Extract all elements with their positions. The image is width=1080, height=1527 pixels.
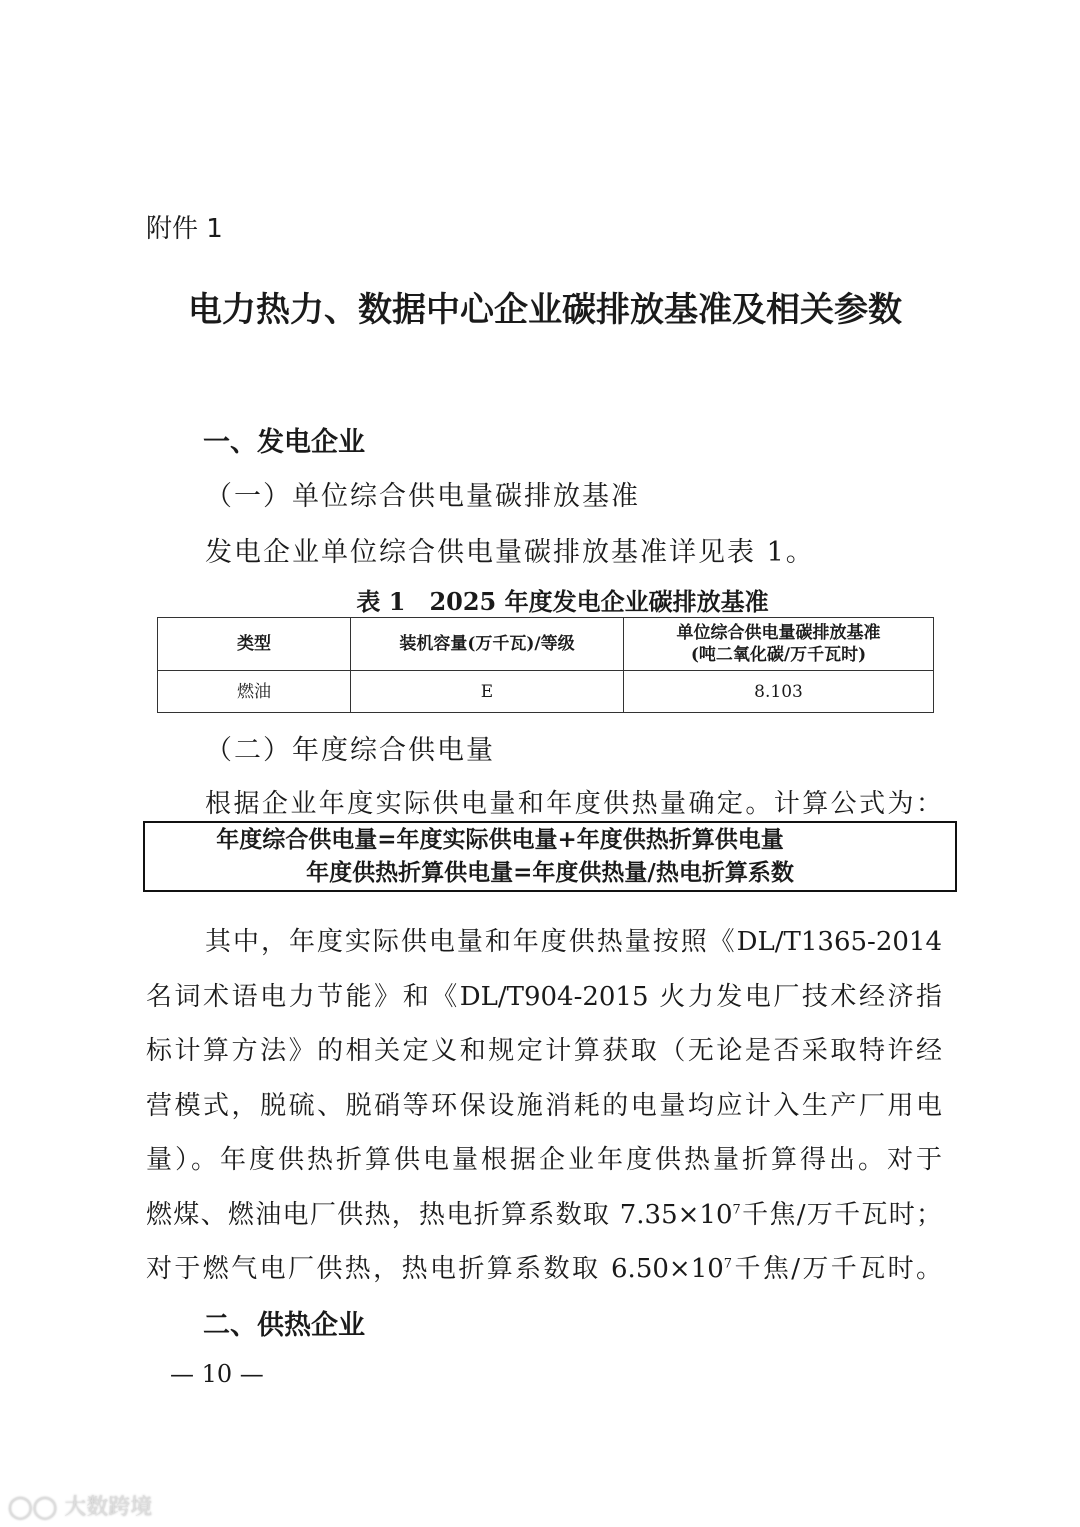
table-caption: 表 1 2025 年度发电企业碳排放基准 — [356, 587, 769, 616]
paragraph-3-line: 名词术语电力节能》和《DL/T904-2015 火力发电厂技术经济指 — [146, 982, 942, 1012]
cell-type: 燃油 — [158, 671, 351, 713]
formula-line-2: 年度供热折算供电量=年度供热量/热电折算系数 — [306, 859, 794, 886]
cell-capacity: E — [351, 671, 624, 713]
section-heading-1: 一、发电企业 — [203, 427, 365, 458]
header-type: 类型 — [158, 618, 351, 671]
subsection-heading-2: （二）年度综合供电量 — [205, 735, 495, 766]
page-number: — 10 — — [170, 1360, 264, 1388]
text: 千焦/万千瓦时； — [740, 1200, 942, 1230]
emission-table — [157, 617, 934, 713]
paragraph-3-line: 量）。年度供热折算供电量根据企业年度供热量折算得出。对于 — [146, 1145, 942, 1175]
text: 燃煤、燃油电厂供热，热电折算系数取 7.35×10 — [146, 1200, 733, 1230]
formula-box — [143, 821, 957, 892]
text: 千焦/万千瓦时。 — [732, 1254, 942, 1284]
section-heading-2: 二、供热企业 — [203, 1310, 365, 1341]
paragraph-3-line: 其中，年度实际供电量和年度供热量按照《DL/T1365-2014 — [205, 927, 942, 957]
paragraph-3-line: 标计算方法》的相关定义和规定计算获取（无论是否采取特许经 — [146, 1036, 942, 1066]
header-capacity: 装机容量(万千瓦)/等级 — [351, 618, 624, 671]
paragraph-3-line — [146, 1194, 942, 1231]
formula-line-1: 年度综合供电量=年度实际供电量+年度供热折算供电量 — [216, 826, 784, 853]
paragraph-3-line: 营模式，脱硫、脱硝等环保设施消耗的电量均应计入生产厂用电 — [146, 1091, 942, 1121]
text: 对于燃气电厂供热，热电折算系数取 6.50×10 — [146, 1254, 724, 1284]
paragraph-3-line — [146, 1248, 942, 1285]
header-benchmark-unit: (吨二氧化碳/万千瓦时) — [690, 645, 867, 665]
cell-benchmark: 8.103 — [624, 671, 934, 713]
header-benchmark — [624, 618, 934, 671]
paragraph-1: 发电企业单位综合供电量碳排放基准详见表 1。 — [205, 537, 815, 568]
attachment-label: 附件 1 — [146, 214, 223, 244]
superscript: 7 — [732, 1202, 741, 1218]
superscript: 7 — [723, 1256, 733, 1272]
table-header-row — [158, 618, 934, 671]
page-title: 电力热力、数据中心企业碳排放基准及相关参数 — [188, 290, 902, 330]
table-row — [158, 671, 934, 713]
watermark-logo: ◯◯ 大数跨境 — [8, 1495, 153, 1520]
subsection-heading-1: （一）单位综合供电量碳排放基准 — [205, 481, 640, 512]
watermark-text: 大数跨境 — [64, 1495, 153, 1520]
paragraph-2: 根据企业年度实际供电量和年度供热量确定。计算公式为： — [205, 789, 942, 819]
header-benchmark-line1: 单位综合供电量碳排放基准 — [676, 623, 881, 643]
